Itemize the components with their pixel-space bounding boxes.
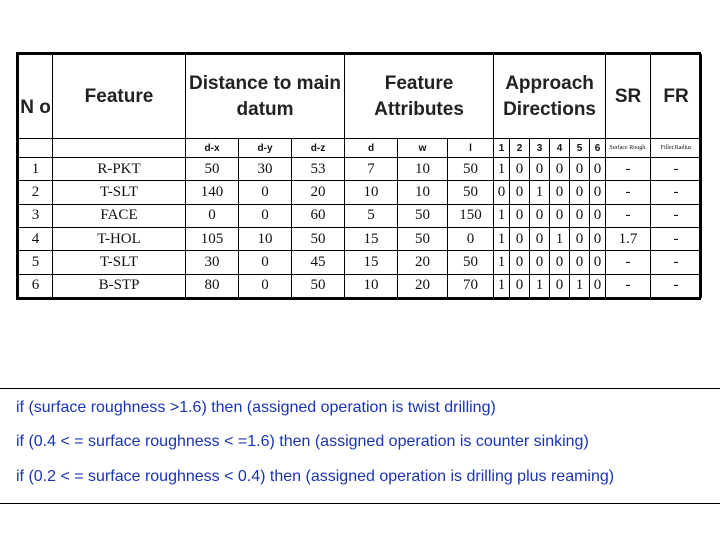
cell-dir-2: 0: [510, 227, 530, 250]
rule-drilling-reaming: if (0.2 < = surface roughness < 0.4) then (assigned operation is drilling plus reaming): [16, 468, 615, 485]
sub-dir-3: 3: [530, 139, 550, 158]
cell-dir-5: 0: [570, 227, 590, 250]
cell-dx: 80: [186, 274, 239, 297]
cell-d: 5: [345, 204, 398, 227]
sub-dx: d-x: [186, 139, 239, 158]
header-no: N o: [19, 55, 53, 139]
cell-dir-1: 1: [494, 274, 510, 297]
cell-dir-4: 0: [550, 181, 570, 204]
cell-dir-2: 0: [510, 181, 530, 204]
cell-sr: 1.7: [606, 227, 651, 250]
cell-dir-5: 0: [570, 181, 590, 204]
subheader-row: [19, 139, 702, 158]
header-distance: Distance to main datum: [186, 55, 345, 139]
cell-dx: 0: [186, 204, 239, 227]
cell-d: 10: [345, 181, 398, 204]
cell-dy: 0: [239, 181, 292, 204]
cell-dir-4: 1: [550, 227, 570, 250]
cell-dir-3: 0: [530, 251, 550, 274]
cell-dir-6: 0: [590, 274, 606, 297]
cell-dir-6: 0: [590, 158, 606, 181]
cell-dir-4: 0: [550, 251, 570, 274]
cell-dir-4: 0: [550, 204, 570, 227]
sub-l: l: [448, 139, 494, 158]
cell-fr: -: [651, 251, 702, 274]
cell-feature: T-HOL: [53, 227, 186, 250]
table-row: [19, 274, 702, 297]
cell-dir-1: 1: [494, 251, 510, 274]
cell-fr: -: [651, 158, 702, 181]
cell-dir-6: 0: [590, 251, 606, 274]
cell-dz: 20: [292, 181, 345, 204]
cell-no: 6: [19, 274, 53, 297]
cell-dir-2: 0: [510, 251, 530, 274]
cell-dz: 45: [292, 251, 345, 274]
table-row: [19, 204, 702, 227]
sub-w: w: [398, 139, 448, 158]
feature-table-grid: [18, 54, 702, 298]
cell-l: 70: [448, 274, 494, 297]
cell-w: 50: [398, 227, 448, 250]
cell-dir-3: 0: [530, 227, 550, 250]
sub-dir-2: 2: [510, 139, 530, 158]
cell-no: 3: [19, 204, 53, 227]
cell-w: 10: [398, 181, 448, 204]
cell-no: 4: [19, 227, 53, 250]
cell-dir-5: 0: [570, 158, 590, 181]
cell-dir-2: 0: [510, 158, 530, 181]
cell-no: 5: [19, 251, 53, 274]
cell-dir-3: 0: [530, 204, 550, 227]
cell-dx: 50: [186, 158, 239, 181]
rule-counter-sinking: if (0.4 < = surface roughness < =1.6) then (assigned operation is counter sinking): [16, 433, 589, 450]
header-sr: SR: [606, 55, 651, 139]
cell-dir-6: 0: [590, 204, 606, 227]
cell-sr: -: [606, 251, 651, 274]
cell-dir-6: 0: [590, 181, 606, 204]
sub-d: d: [345, 139, 398, 158]
cell-dir-4: 0: [550, 274, 570, 297]
cell-dir-4: 0: [550, 158, 570, 181]
cell-w: 10: [398, 158, 448, 181]
header-fr: FR: [651, 55, 702, 139]
cell-dx: 30: [186, 251, 239, 274]
sub-dir-1: 1: [494, 139, 510, 158]
cell-w: 20: [398, 274, 448, 297]
sub-dir-4: 4: [550, 139, 570, 158]
cell-l: 50: [448, 181, 494, 204]
cell-dir-1: 0: [494, 181, 510, 204]
sub-empty-no: [19, 139, 53, 158]
table-row: [19, 158, 702, 181]
cell-dz: 50: [292, 227, 345, 250]
cell-fr: -: [651, 204, 702, 227]
cell-dir-2: 0: [510, 274, 530, 297]
cell-dir-3: 1: [530, 274, 550, 297]
cell-feature: T-SLT: [53, 251, 186, 274]
cell-sr: -: [606, 274, 651, 297]
cell-dz: 53: [292, 158, 345, 181]
cell-dir-5: 0: [570, 251, 590, 274]
cell-d: 10: [345, 274, 398, 297]
sub-dz: d-z: [292, 139, 345, 158]
table-row: [19, 181, 702, 204]
cell-l: 50: [448, 251, 494, 274]
cell-w: 50: [398, 204, 448, 227]
cell-dz: 50: [292, 274, 345, 297]
cell-dir-1: 1: [494, 158, 510, 181]
cell-d: 15: [345, 251, 398, 274]
sub-dy: d-y: [239, 139, 292, 158]
cell-dy: 10: [239, 227, 292, 250]
cell-l: 0: [448, 227, 494, 250]
cell-sr: -: [606, 181, 651, 204]
feature-table: [16, 52, 701, 300]
cell-w: 20: [398, 251, 448, 274]
cell-d: 15: [345, 227, 398, 250]
cell-l: 50: [448, 158, 494, 181]
cell-dir-1: 1: [494, 204, 510, 227]
header-feature: Feature: [53, 55, 186, 139]
cell-dir-3: 1: [530, 181, 550, 204]
header-approach: Approach Directions: [494, 55, 606, 139]
sub-dir-5: 5: [570, 139, 590, 158]
sub-dir-6: 6: [590, 139, 606, 158]
cell-sr: -: [606, 158, 651, 181]
header-row: [19, 55, 702, 139]
cell-dy: 0: [239, 274, 292, 297]
table-row: [19, 251, 702, 274]
cell-dy: 0: [239, 204, 292, 227]
cell-dx: 140: [186, 181, 239, 204]
cell-dir-5: 1: [570, 274, 590, 297]
cell-no: 2: [19, 181, 53, 204]
cell-dy: 0: [239, 251, 292, 274]
cell-feature: B-STP: [53, 274, 186, 297]
cell-no: 1: [19, 158, 53, 181]
cell-l: 150: [448, 204, 494, 227]
cell-dir-1: 1: [494, 227, 510, 250]
cell-dir-6: 0: [590, 227, 606, 250]
sub-fillet-radius: Fillet Radius: [651, 139, 702, 158]
table-body: [19, 158, 702, 298]
cell-sr: -: [606, 204, 651, 227]
cell-dx: 105: [186, 227, 239, 250]
table-row: [19, 227, 702, 250]
cell-feature: R-PKT: [53, 158, 186, 181]
rule-twist-drilling: if (surface roughness >1.6) then (assigned operation is twist drilling): [16, 399, 496, 416]
rules-panel: [0, 388, 720, 504]
cell-dz: 60: [292, 204, 345, 227]
cell-dy: 30: [239, 158, 292, 181]
sub-surface-rough: Surface Rough.: [606, 139, 651, 158]
cell-dir-5: 0: [570, 204, 590, 227]
cell-d: 7: [345, 158, 398, 181]
cell-dir-2: 0: [510, 204, 530, 227]
cell-fr: -: [651, 181, 702, 204]
cell-dir-3: 0: [530, 158, 550, 181]
cell-feature: FACE: [53, 204, 186, 227]
sub-empty-feature: [53, 139, 186, 158]
cell-fr: -: [651, 274, 702, 297]
cell-feature: T-SLT: [53, 181, 186, 204]
header-attributes: Feature Attributes: [345, 55, 494, 139]
cell-fr: -: [651, 227, 702, 250]
